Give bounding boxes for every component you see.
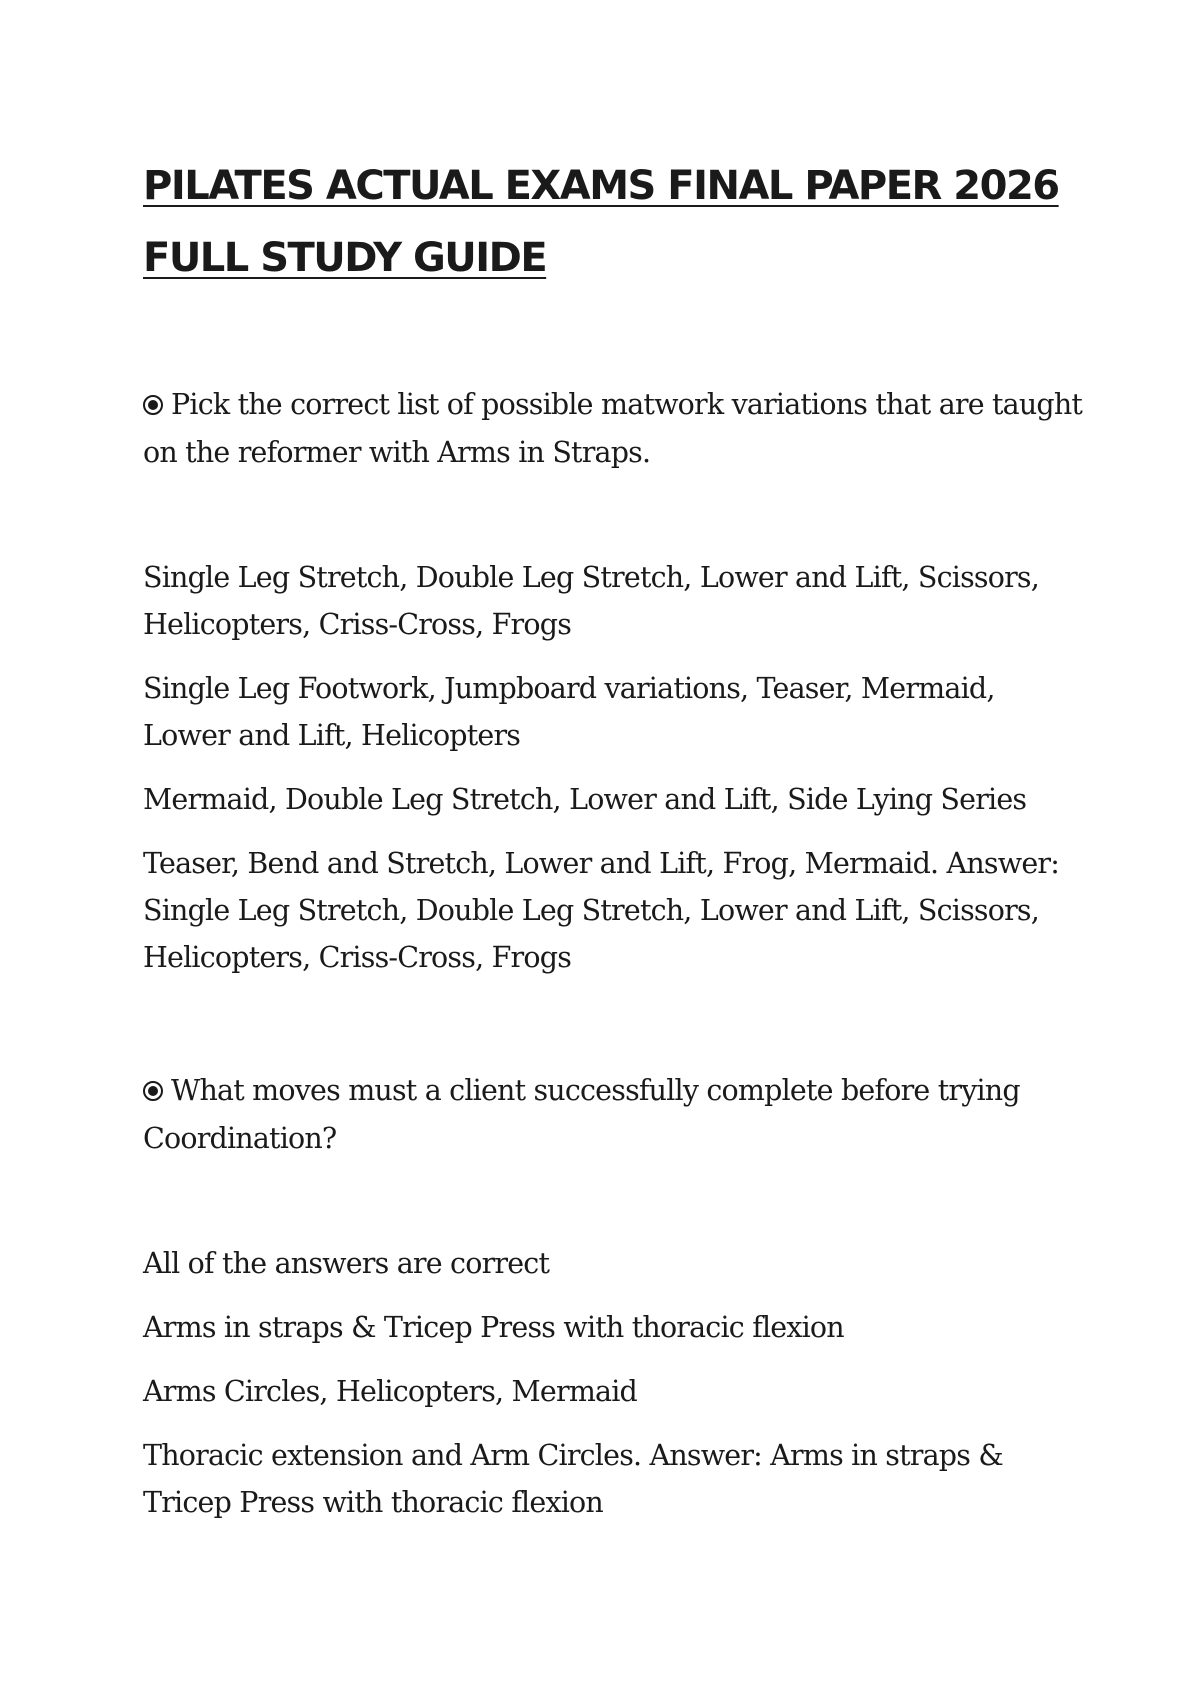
question-1-options bbox=[143, 554, 1083, 981]
question-2 bbox=[143, 1067, 1083, 1163]
answer-option: Single Leg Footwork, Jumpboard variations, Teaser, Mermaid, Lower and Lift, Helicopters bbox=[143, 672, 995, 752]
question-2-options bbox=[143, 1240, 1083, 1526]
answer-option: All of the answers are correct bbox=[143, 1247, 550, 1280]
question-1 bbox=[143, 381, 1083, 477]
answer-option: Single Leg Stretch, Double Leg Stretch, Lower and Lift, Scissors, Helicopters, Criss-Cross, Frogs bbox=[143, 561, 1039, 641]
question-1-text: Pick the correct list of possible matwork variations that are taught on the reformer with Arms in Straps. bbox=[143, 388, 1083, 469]
answer-option: Arms Circles, Helicopters, Mermaid bbox=[143, 1375, 637, 1408]
answer-option: Arms in straps & Tricep Press with thoracic flexion bbox=[143, 1311, 844, 1344]
radio-bullet-icon bbox=[143, 1081, 163, 1101]
answer-option: Mermaid, Double Leg Stretch, Lower and Lift, Side Lying Series bbox=[143, 783, 1027, 816]
answer-option: Teaser, Bend and Stretch, Lower and Lift, Frog, Mermaid. Answer: Single Leg Stretch, Double Leg Stretch, Lower and Lift, Scissors, Helicopters, Criss-Cross, Frogs bbox=[143, 847, 1060, 974]
document-title: PILATES ACTUAL EXAMS FINAL PAPER 2026 FULL STUDY GUIDE bbox=[143, 163, 1059, 281]
radio-bullet-icon bbox=[143, 395, 163, 415]
question-2-text: What moves must a client successfully complete before trying Coordination? bbox=[143, 1074, 1020, 1155]
answer-option: Thoracic extension and Arm Circles. Answer: Arms in straps & Tricep Press with thoracic flexion bbox=[143, 1439, 1003, 1519]
document-page bbox=[143, 150, 1083, 1543]
